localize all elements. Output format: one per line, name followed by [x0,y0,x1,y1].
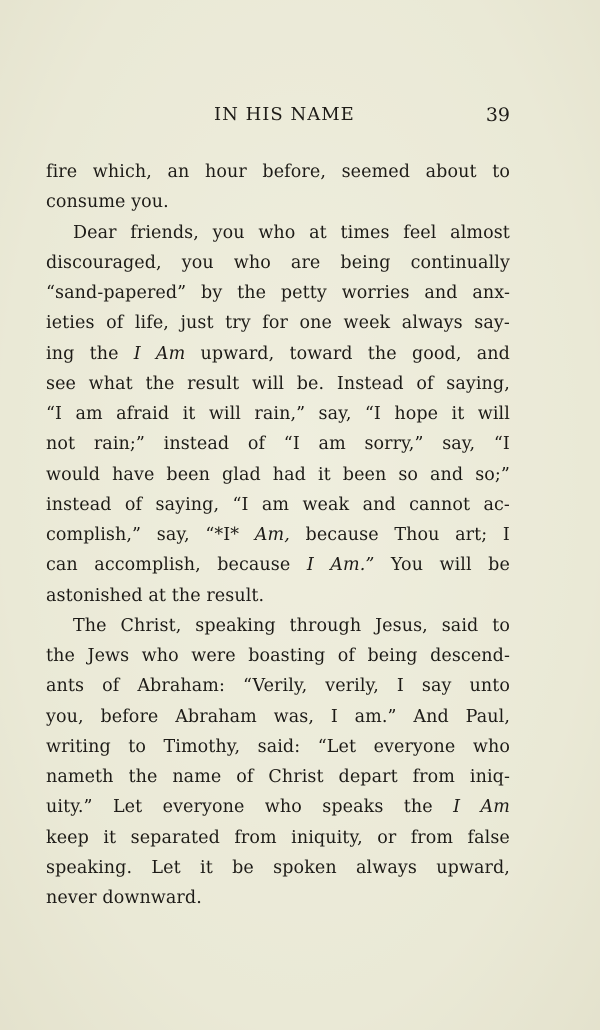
word: “I [46,404,63,424]
word: Am.” [330,555,375,576]
word: be [488,555,510,576]
word: always [356,857,417,878]
word: fire [46,162,78,182]
word: so [398,464,419,485]
word: will [477,404,510,424]
word: who [233,252,271,273]
word: Jesus, [375,615,428,636]
word: was, [273,706,314,727]
word: of [236,767,254,787]
word: from [410,827,454,848]
text-line [46,187,510,217]
word: it [317,464,331,485]
word: because [217,555,291,576]
word: upward, [200,343,275,364]
text-line [46,581,510,611]
word: an [167,162,190,182]
text-line [46,339,510,369]
word: depart [338,767,398,787]
word: upward, [436,857,510,878]
word: afraid [116,404,170,424]
word: at [309,222,327,243]
word: hope [394,404,439,424]
word: say, [156,525,190,545]
word: always [401,313,463,334]
text-line [46,399,510,429]
word: for [262,313,288,334]
word: And [413,706,449,727]
word: saying, [155,494,220,515]
word: you [212,222,245,243]
word: of [102,676,120,697]
word: Am [480,797,510,818]
word: and [430,464,464,485]
word: I [502,525,510,545]
word: said [441,615,479,636]
word: sorry,” [364,434,424,455]
word: Abraham [175,706,257,727]
word: rain;” [93,434,145,455]
text-line [46,218,510,248]
word: toward [289,343,353,364]
word: almost [450,222,510,243]
word: being [340,252,391,273]
word: hour [204,162,247,182]
word: about [425,162,477,182]
word: good, [411,343,462,364]
word: unto [469,676,510,697]
word: The [73,615,107,636]
word: one [299,313,332,334]
word: the [46,646,75,666]
text-line [46,460,510,490]
text-line [46,308,510,338]
word: “Let [317,736,357,757]
word: to [128,736,147,757]
word: Am, [254,525,290,545]
word: been [166,464,210,485]
page-header [46,104,510,130]
word: worries [341,283,410,303]
word: writing [46,736,111,757]
word: Christ [268,767,324,787]
word: week [343,313,391,334]
word: before, [262,162,326,182]
word: being [367,646,418,666]
word: speaks [322,797,384,818]
word: spoken [273,857,337,878]
word: would [46,464,101,485]
word: nameth [46,767,114,787]
word: I [453,797,461,818]
word: from [412,767,455,787]
word: ing [46,343,75,364]
word: you [181,252,214,273]
word: it [103,827,117,848]
word: through [289,615,362,636]
word: will [251,373,285,394]
text-line [46,429,510,459]
word: or [377,827,397,848]
word: art; [455,525,488,545]
word: downward. [102,888,202,908]
word: which, [92,162,152,182]
word: Paul, [465,706,510,727]
word: iniquity, [291,827,363,848]
word: who [141,646,179,666]
word: speaking [195,615,276,636]
text-line [46,792,510,822]
word: the [403,797,433,818]
word: Let [112,797,143,818]
word: be. [296,373,325,394]
word: not [46,434,76,455]
word: say, [318,404,352,424]
word: I [396,676,404,697]
word: been [342,464,387,485]
word: result [187,373,240,394]
word: cannot [409,494,471,515]
word: of [106,313,124,334]
word: be [232,857,254,878]
text-line [46,278,510,308]
word: name [172,767,222,787]
word: “I [364,404,381,424]
word: and [424,283,458,303]
word: Dear [73,222,117,243]
word: never [46,888,97,908]
text-line [46,853,510,883]
word: of [124,494,143,515]
word: weak [302,494,350,515]
word: of [416,373,434,394]
word: by [201,283,223,303]
word: keep [46,827,89,848]
word: am [261,494,290,515]
word: to [492,615,510,636]
word: it [200,857,213,878]
word: Christ, [120,615,182,636]
word: “*I* [205,525,240,545]
word: the [145,373,175,394]
word: descend- [430,646,510,666]
text-line [46,157,510,187]
word: what [88,373,133,394]
word: separated [130,827,220,848]
text-line [46,671,510,701]
word: everyone [162,797,245,818]
word: saying, [446,373,510,394]
word: I [330,706,338,727]
word: from [234,827,277,848]
word: continually [410,252,510,273]
word: say, [442,434,476,455]
word: accomplish, [94,555,201,576]
word: say [421,676,452,697]
text-line [46,550,510,580]
word: before [100,706,159,727]
word: the [128,767,158,787]
word: the [237,283,267,303]
page-number: 39 [485,104,510,126]
body-text [46,157,510,913]
word: it [451,404,465,424]
word: you, [46,706,84,727]
word: uity.” [46,797,93,818]
word: will [439,555,472,576]
word: verily, [325,676,379,697]
word: are [290,252,321,273]
word: at [148,585,167,606]
word: complish,” [46,525,142,545]
word: boasting [248,646,326,666]
word: everyone [373,736,456,757]
text-line [46,490,510,520]
word: iniq- [469,767,510,787]
word: of [337,646,355,666]
word: Abraham: [137,676,225,697]
word: speaking. [46,857,133,878]
word: seemed [341,162,411,182]
word: Let [151,857,181,878]
word: “I [283,434,300,455]
word: Timothy, [163,736,241,757]
word: of [247,434,266,455]
word: Thou [394,525,440,545]
word: who [264,797,302,818]
word: see [46,373,76,394]
word: rain,” [254,404,306,424]
word: can [46,555,78,576]
word: you. [131,192,169,213]
word: “Verily, [242,676,308,697]
running-title: IN HIS NAME [214,104,355,125]
word: I [306,555,314,576]
word: Jews [87,646,130,666]
text-line [46,641,510,671]
word: life, [134,313,169,334]
word: result. [206,585,265,606]
word: and [362,494,396,515]
word: who [258,222,296,243]
word: am [75,404,103,424]
word: am.” [354,706,397,727]
word: false [467,827,510,848]
text-line [46,369,510,399]
word: discouraged, [46,252,162,273]
word: will [208,404,241,424]
word: friends, [130,222,199,243]
word: I [133,343,141,364]
word: the [171,585,201,606]
word: instead [46,494,112,515]
word: were [191,646,236,666]
text-line [46,883,510,913]
word: the [89,343,119,364]
word: who [472,736,510,757]
word: it [182,404,196,424]
word: instead [163,434,230,455]
word: “I [232,494,249,515]
word: say- [474,313,510,334]
word: am [318,434,346,455]
word: and [476,343,510,364]
word: glad [221,464,261,485]
word: had [272,464,306,485]
word: ants [46,676,85,697]
word: ieties [46,313,95,334]
word: just [180,313,214,334]
word: ac- [483,494,510,515]
word: “I [493,434,510,455]
word: said: [257,736,301,757]
word: have [112,464,155,485]
word: petty [280,283,327,303]
text-line [46,762,510,792]
word: Instead [336,373,404,394]
text-line [46,248,510,278]
text-line [46,732,510,762]
text-line [46,823,510,853]
text-line [46,611,510,641]
word: to [492,162,510,182]
text-line [46,702,510,732]
word: the [367,343,397,364]
word: You [390,555,424,576]
word: astonished [46,585,143,606]
word: anx- [472,283,510,303]
word: because [305,525,379,545]
word: try [225,313,251,334]
word: “sand-papered” [46,283,187,303]
text-line [46,520,510,550]
word: Am [155,343,186,364]
word: so;” [475,464,510,485]
word: times [340,222,390,243]
word: feel [403,222,437,243]
word: consume [46,192,126,213]
